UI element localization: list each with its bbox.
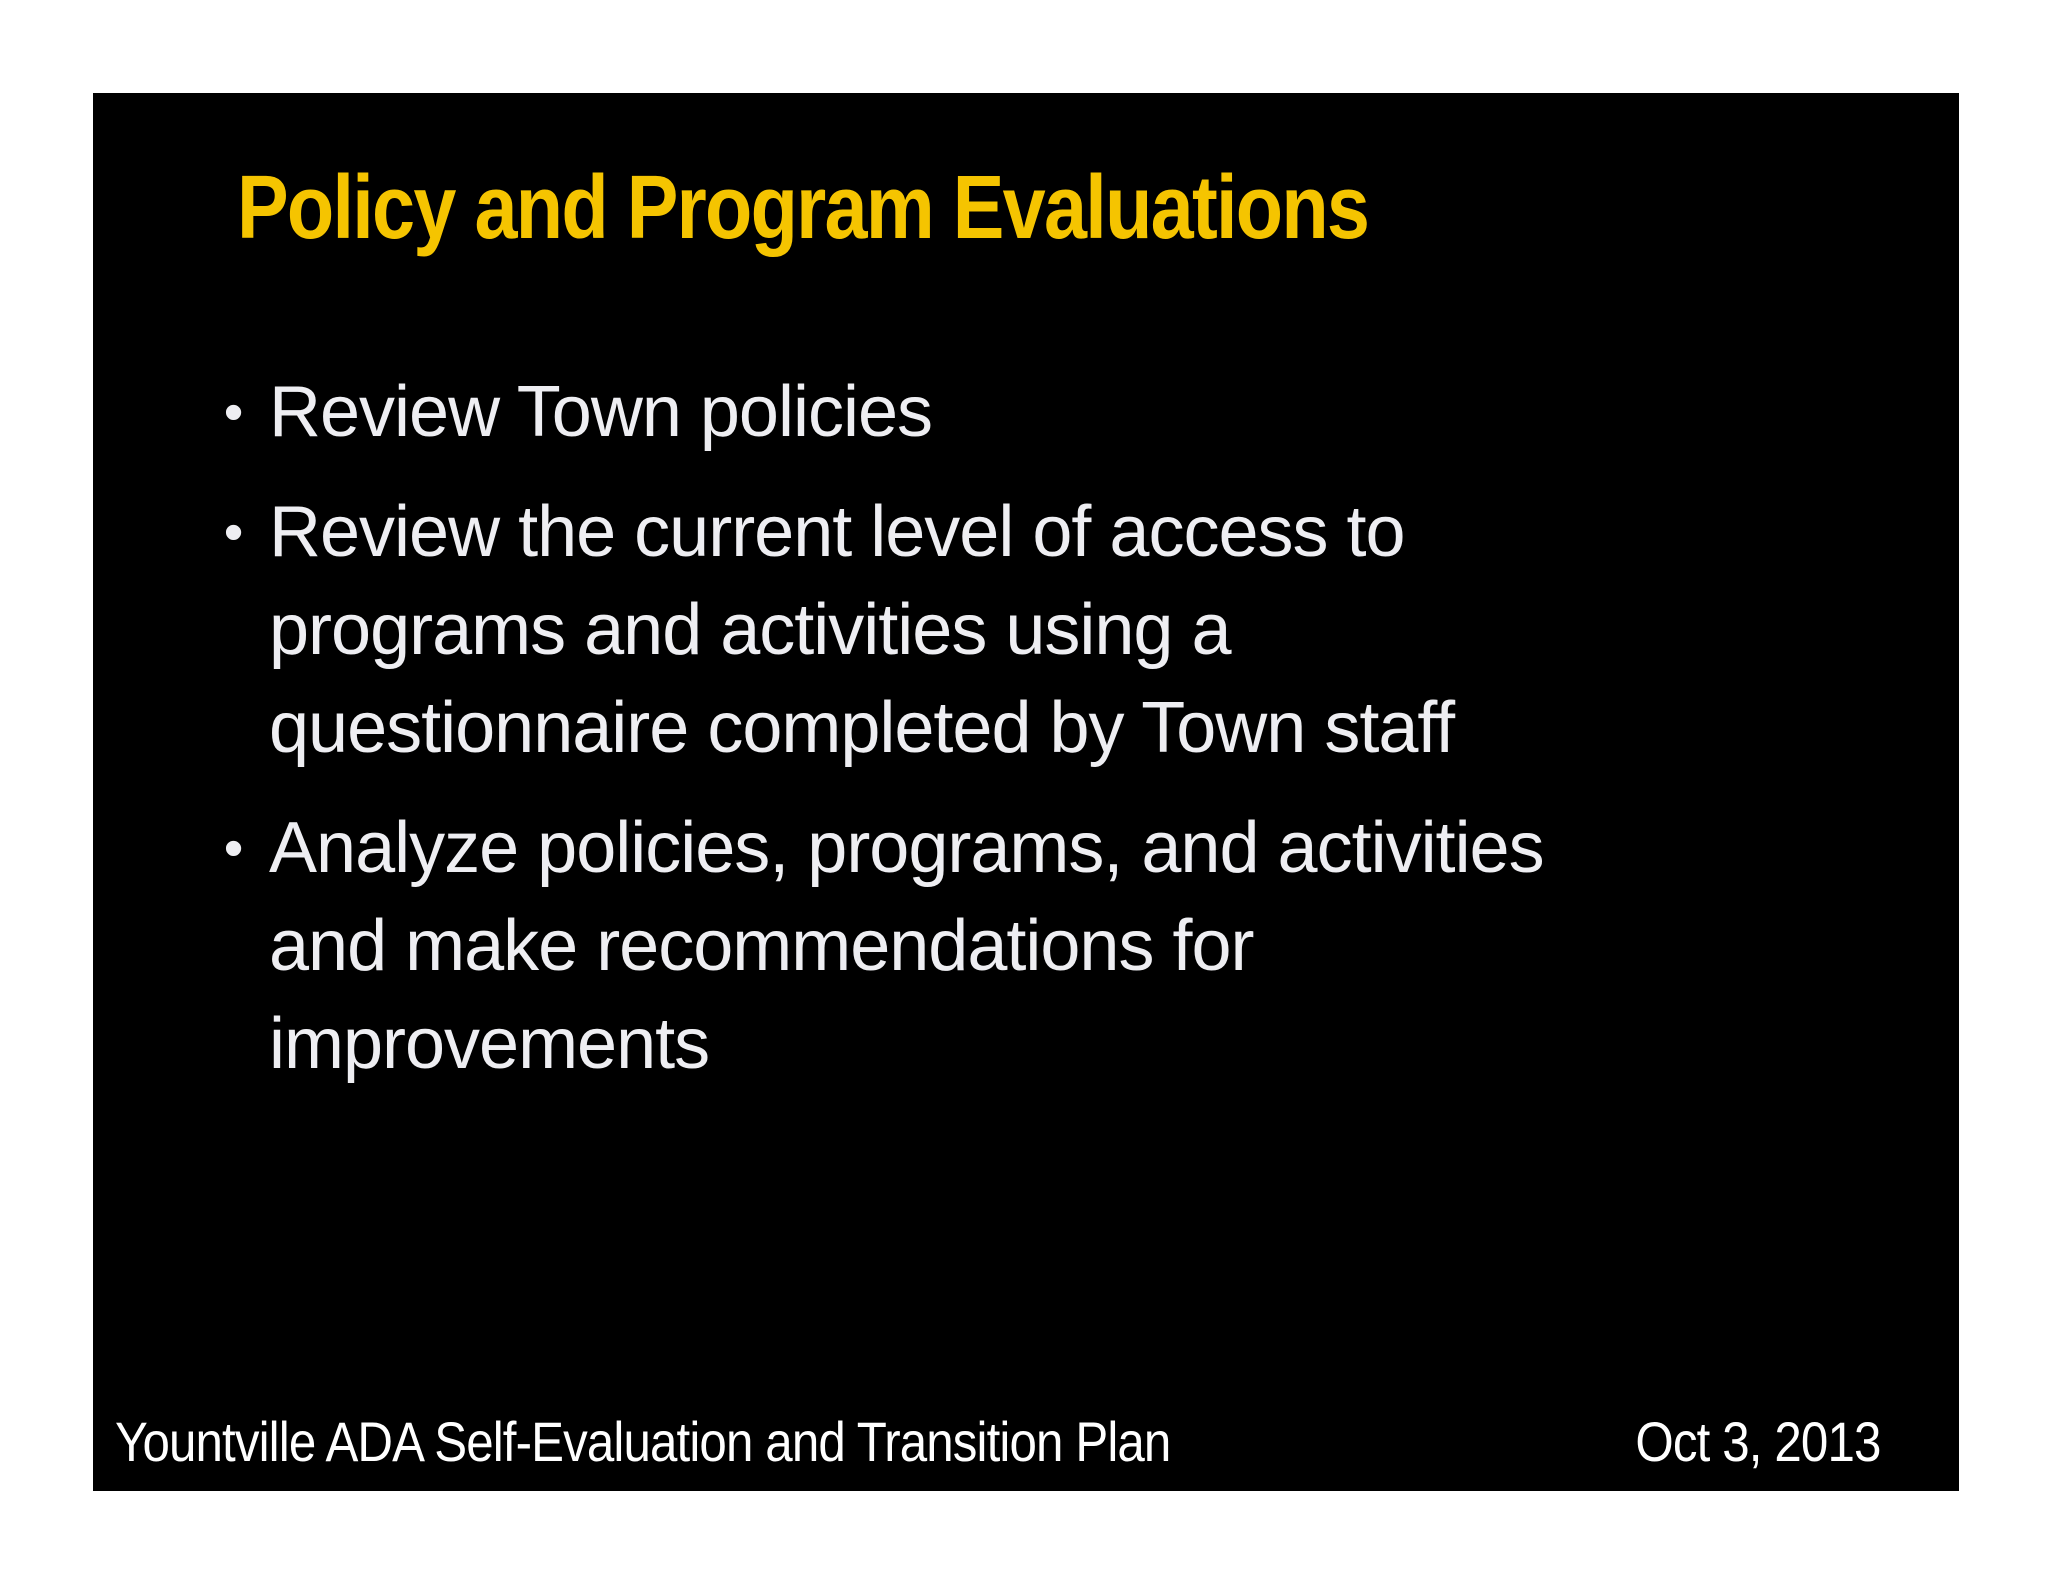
bullet-dot-icon: • [223, 816, 243, 879]
bullet-item [213, 363, 1713, 461]
footer-presentation-title: Yountville ADA Self-Evaluation and Transition Plan [115, 1410, 1171, 1473]
bullet-list [213, 363, 1713, 1115]
slide-title: Policy and Program Evaluations [237, 158, 1369, 258]
bullet-text: Review Town policies [269, 372, 932, 452]
bullet-text: Analyze policies, programs, and activities and make recommendations for improvements [269, 808, 1544, 1084]
footer-date: Oct 3, 2013 [1635, 1410, 1881, 1473]
bullet-item [213, 483, 1713, 777]
bullet-text: Review the current level of access to programs and activities using a questionnaire completed by Town staff [269, 492, 1455, 768]
bullet-dot-icon: • [223, 380, 243, 443]
bullet-dot-icon: • [223, 500, 243, 563]
slide [93, 93, 1959, 1491]
bullet-item [213, 799, 1713, 1093]
